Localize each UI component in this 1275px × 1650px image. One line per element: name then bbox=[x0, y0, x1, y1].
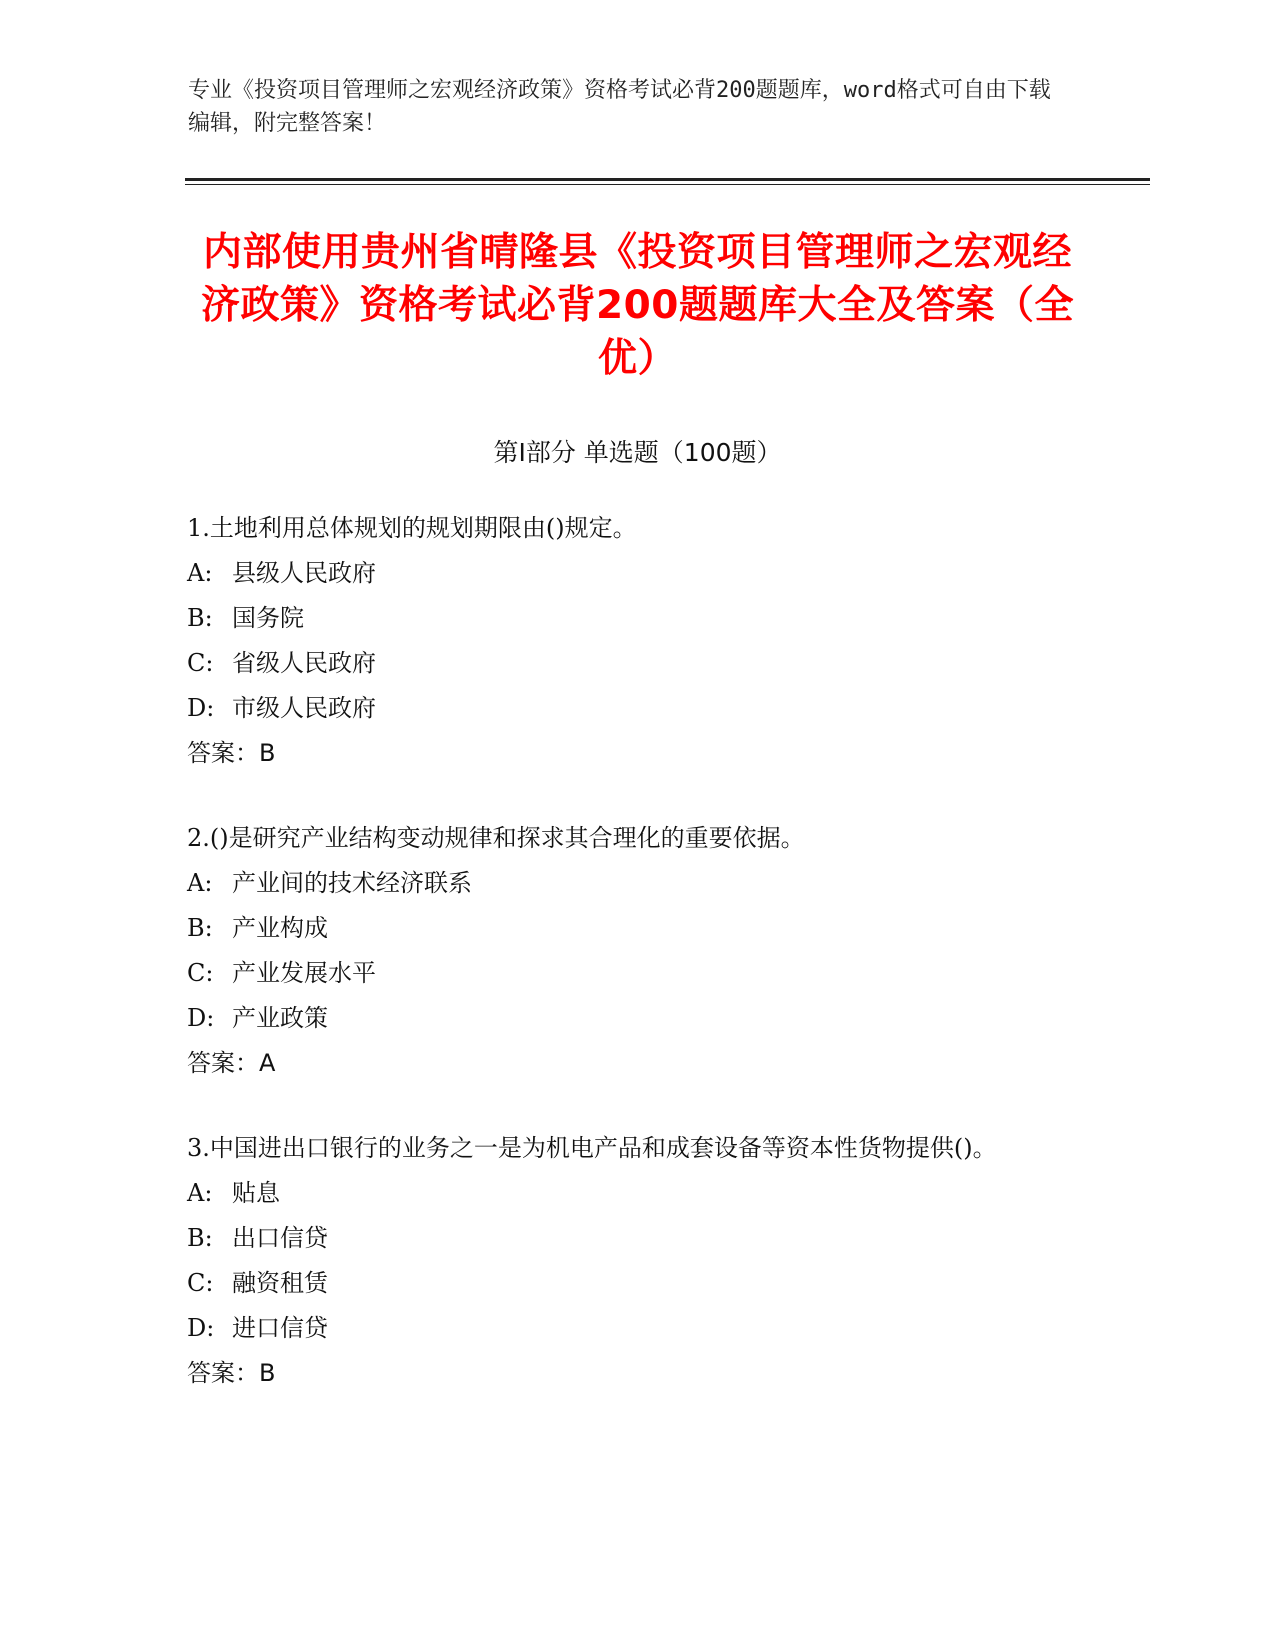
option-text: 国务院 bbox=[232, 604, 304, 632]
option-letter: C: bbox=[187, 649, 214, 677]
option-letter: D: bbox=[187, 1004, 215, 1032]
option-letter: A: bbox=[187, 559, 213, 587]
option-letter: B: bbox=[187, 1224, 213, 1252]
option-text: 进口信贷 bbox=[232, 1314, 328, 1342]
header-note: 专业《投资项目管理师之宏观经济政策》资格考试必背200题题库，word格式可自由下载编辑，附完整答案！ bbox=[188, 78, 1051, 136]
answer-line bbox=[187, 1351, 1067, 1396]
option-letter: B: bbox=[187, 914, 213, 942]
header-divider-thick bbox=[185, 178, 1150, 181]
question-stem: 2.()是研究产业结构变动规律和探求其合理化的重要依据。 bbox=[187, 824, 805, 852]
option-letter: A: bbox=[187, 869, 213, 897]
option-text: 产业构成 bbox=[232, 914, 328, 942]
option-text: 融资租赁 bbox=[232, 1269, 328, 1297]
section-title: 第I部分 单选题（100题） bbox=[493, 438, 782, 467]
question-1 bbox=[187, 506, 1067, 776]
option-c bbox=[187, 1261, 1067, 1306]
option-letter: B: bbox=[187, 604, 213, 632]
answer-label: 答案： bbox=[187, 739, 259, 767]
option-b bbox=[187, 906, 1067, 951]
answer-value: B bbox=[259, 739, 276, 767]
option-text: 产业政策 bbox=[232, 1004, 328, 1032]
answer-line bbox=[187, 1041, 1067, 1086]
option-text: 省级人民政府 bbox=[232, 649, 376, 677]
option-text: 县级人民政府 bbox=[232, 559, 376, 587]
option-text: 产业间的技术经济联系 bbox=[232, 869, 472, 897]
question-3 bbox=[187, 1126, 1067, 1396]
answer-label: 答案： bbox=[187, 1359, 259, 1387]
option-b bbox=[187, 596, 1067, 641]
answer-label: 答案： bbox=[187, 1049, 259, 1077]
answer-value: B bbox=[259, 1359, 276, 1387]
header-divider-thin bbox=[185, 184, 1150, 185]
question-stem: 3.中国进出口银行的业务之一是为机电产品和成套设备等资本性货物提供()。 bbox=[187, 1134, 997, 1162]
option-text: 贴息 bbox=[232, 1179, 280, 1207]
document-title: 内部使用贵州省晴隆县《投资项目管理师之宏观经济政策》资格考试必背200题题库大全及答案（全优） bbox=[201, 230, 1074, 381]
option-letter: C: bbox=[187, 959, 214, 987]
answer-value: A bbox=[259, 1049, 276, 1077]
answer-line bbox=[187, 731, 1067, 776]
option-letter: D: bbox=[187, 694, 215, 722]
option-letter: A: bbox=[187, 1179, 213, 1207]
option-d bbox=[187, 1306, 1067, 1351]
option-c bbox=[187, 641, 1067, 686]
option-c bbox=[187, 951, 1067, 996]
option-a bbox=[187, 861, 1067, 906]
question-stem: 1.土地利用总体规划的规划期限由()规定。 bbox=[187, 514, 637, 542]
option-d bbox=[187, 996, 1067, 1041]
question-2 bbox=[187, 816, 1067, 1086]
option-a bbox=[187, 1171, 1067, 1216]
option-letter: D: bbox=[187, 1314, 215, 1342]
option-text: 出口信贷 bbox=[232, 1224, 328, 1252]
option-d bbox=[187, 686, 1067, 731]
option-a bbox=[187, 551, 1067, 596]
option-text: 市级人民政府 bbox=[232, 694, 376, 722]
option-text: 产业发展水平 bbox=[232, 959, 376, 987]
option-letter: C: bbox=[187, 1269, 214, 1297]
option-b bbox=[187, 1216, 1067, 1261]
